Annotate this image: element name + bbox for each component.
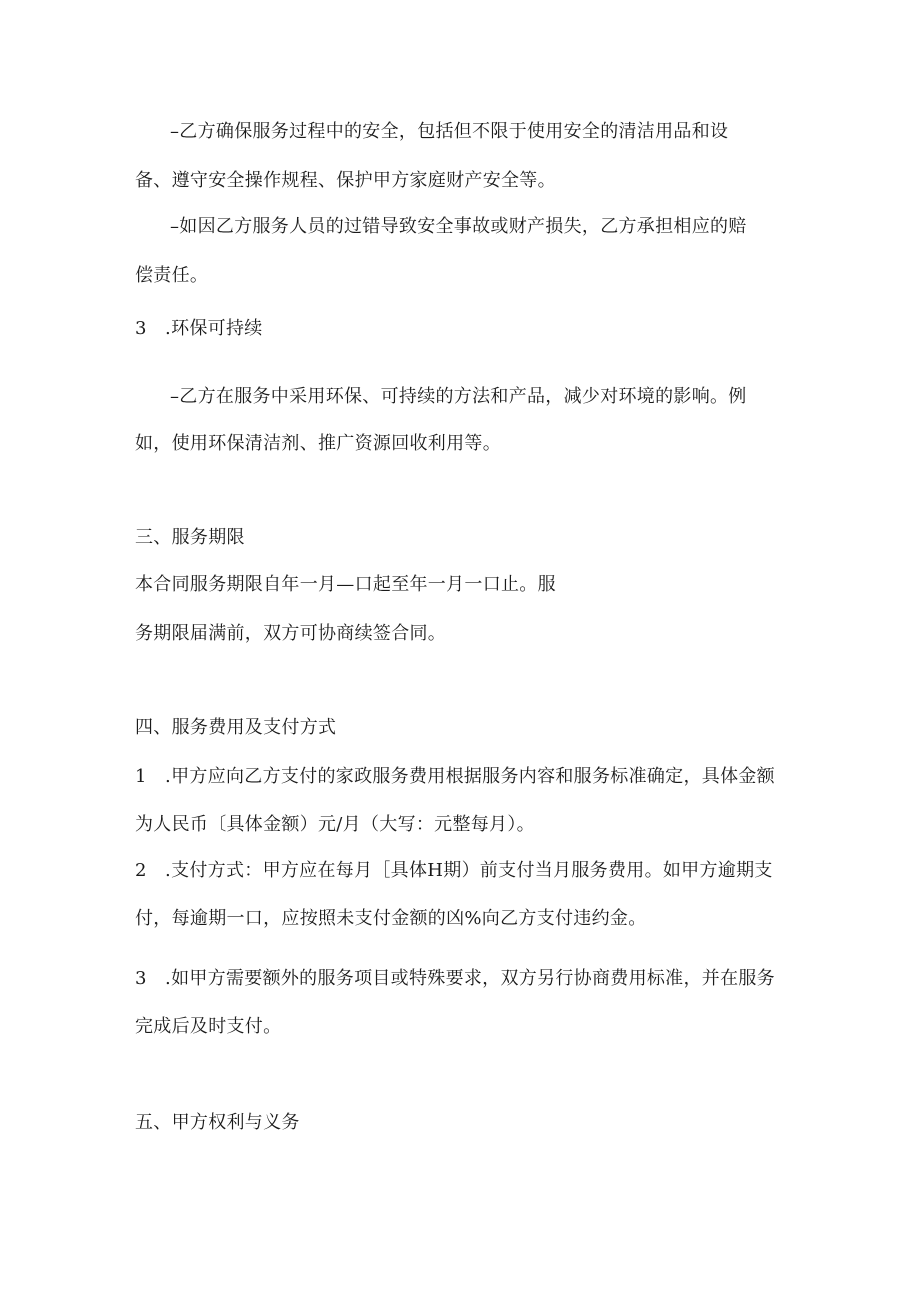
paragraph-term-line-2: 务期限届满前，双方可协商续签合同。 (135, 623, 447, 644)
item-1-fee-line-2: 为人民币〔具体金额）元/月（大写：元整每月）。 (135, 814, 535, 835)
paragraph-liability-line-2: 偿责任。 (135, 265, 209, 286)
item-2-payment-line-2: 付，每逾期一口，应按照未支付金额的凶%向乙方支付违约金。 (135, 908, 647, 929)
paragraph-eco-line-2: 如，使用环保清洁剂、推广资源回收利用等。 (135, 433, 501, 454)
item-3-eco-heading: 3 .环保可持续 (135, 318, 263, 339)
paragraph-term-line-1: 本合同服务期限自年一月—口起至年一月一口止。服 (135, 574, 556, 595)
section-4-heading: 四、服务费用及支付方式 (135, 717, 337, 738)
section-5-heading: 五、甲方权利与义务 (135, 1112, 300, 1133)
item-3-extra-line-1: 3 .如甲方需要额外的服务项目或特殊要求，双方另行协商费用标准，并在服务 (135, 968, 775, 989)
section-3-heading: 三、服务期限 (135, 527, 245, 548)
paragraph-eco-line-1: –乙方在服务中采用环保、可持续的方法和产品，减少对环境的影响。例 (170, 386, 747, 407)
paragraph-safety-line-2: 备、遵守安全操作规程、保护甲方家庭财产安全等。 (135, 170, 556, 191)
item-1-fee-line-1: 1 .甲方应向乙方支付的家政服务费用根据服务内容和服务标准确定，具体金额 (135, 766, 775, 787)
item-3-extra-line-2: 完成后及时支付。 (135, 1016, 282, 1037)
paragraph-liability-line-1: –如因乙方服务人员的过错导致安全事故或财产损失，乙方承担相应的赔 (170, 216, 747, 237)
paragraph-safety-line-1: –乙方确保服务过程中的安全，包括但不限于使用安全的清洁用品和设 (170, 121, 729, 142)
item-2-payment-line-1: 2 .支付方式：甲方应在每月［具体H期）前支付当月服务费用。如甲方逾期支 (135, 860, 773, 881)
